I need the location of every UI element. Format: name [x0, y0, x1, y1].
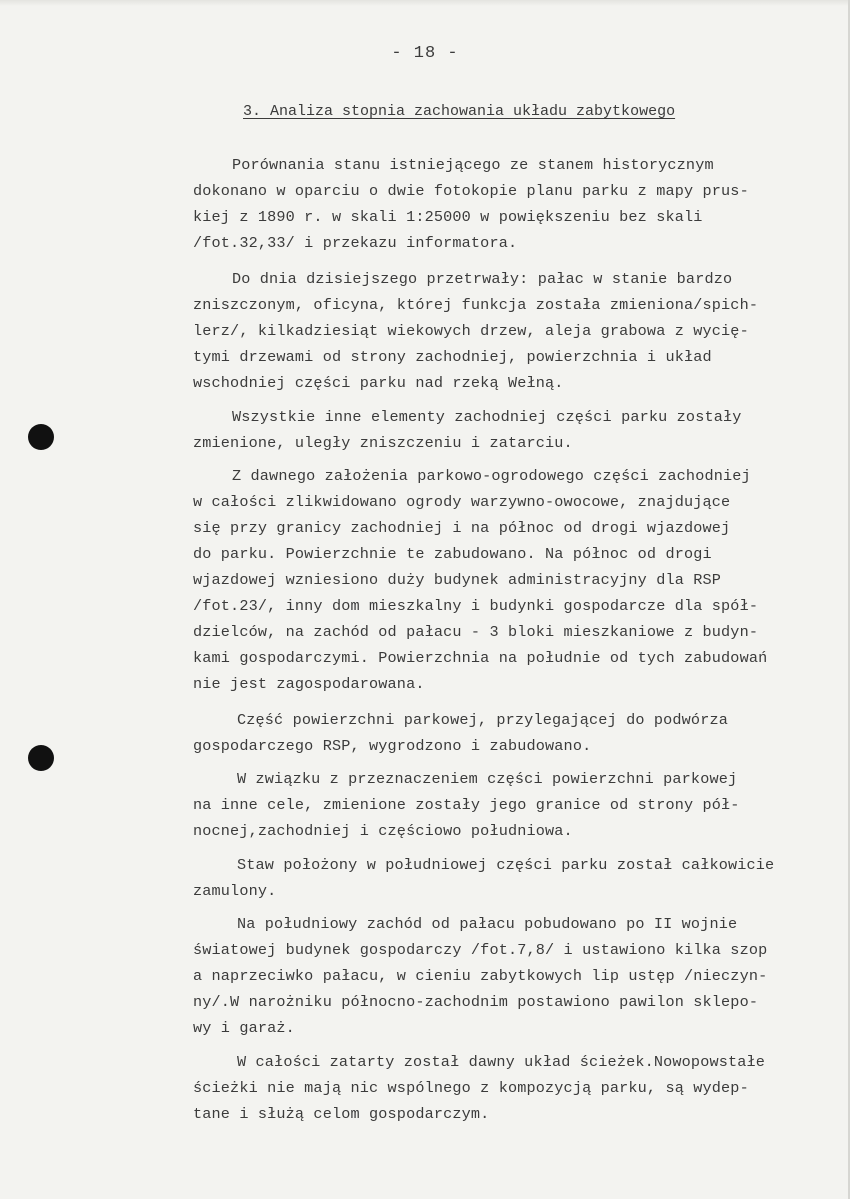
text-line: wschodniej części parku nad rzeką Wełną. — [193, 374, 564, 392]
text-line: dokonano w oparciu o dwie fotokopie planu parku z mapy prus- — [193, 182, 749, 200]
text-line: Staw położony w południowej części parku został całkowicie — [237, 856, 775, 874]
text-line: Wszystkie inne elementy zachodniej części parku zostały — [232, 408, 742, 426]
punch-hole-bottom — [28, 745, 54, 771]
text-line: W całości zatarty został dawny układ ścieżek.Nowopowstałe — [237, 1053, 766, 1071]
text-line: zmienione, uległy zniszczeniu i zatarciu. — [193, 434, 573, 452]
text-line: ny/.W narożniku północno-zachodnim postawiono pawilon sklepo- — [193, 993, 759, 1011]
page-number: - 18 - — [391, 44, 459, 63]
text-line: kiej z 1890 r. w skali 1:25000 w powiększeniu bez skali — [193, 208, 703, 226]
text-line: /fot.32,33/ i przekazu informatora. — [193, 234, 518, 252]
text-line: się przy granicy zachodniej i na północ od drogi wjazdowej — [193, 519, 731, 537]
text-line: nocnej,zachodniej i częściowo południowa. — [193, 822, 573, 840]
text-line: W związku z przeznaczeniem części powierzchni parkowej — [237, 770, 738, 788]
text-line: tymi drzewami od strony zachodniej, powierzchnia i układ — [193, 348, 712, 366]
text-line: a naprzeciwko pałacu, w cieniu zabytkowych lip ustęp /nieczyn- — [193, 967, 768, 985]
page-top-edge — [0, 0, 848, 6]
text-line: zamulony. — [193, 882, 277, 900]
text-line: Porównania stanu istniejącego ze stanem historycznym — [232, 156, 714, 174]
text-line: Do dnia dzisiejszego przetrwały: pałac w stanie bardzo — [232, 270, 733, 288]
text-line: zniszczonym, oficyna, której funkcja została zmieniona/spich- — [193, 296, 759, 314]
text-line: Na południowy zachód od pałacu pobudowano po II wojnie — [237, 915, 738, 933]
text-line: tane i służą celom gospodarczym. — [193, 1105, 490, 1123]
text-line: kami gospodarczymi. Powierzchnia na południe od tych zabudowań — [193, 649, 768, 667]
text-line: ścieżki nie mają nic wspólnego z kompozycją parku, są wydep- — [193, 1079, 749, 1097]
text-line: na inne cele, zmienione zostały jego granice od strony pół- — [193, 796, 740, 814]
text-line: nie jest zagospodarowana. — [193, 675, 425, 693]
text-line: wjazdowej wzniesiono duży budynek administracyjny dla RSP — [193, 571, 722, 589]
text-line: /fot.23/, inny dom mieszkalny i budynki gospodarcze dla spół- — [193, 597, 759, 615]
punch-hole-top — [28, 424, 54, 450]
text-line: lerz/, kilkadziesiąt wiekowych drzew, aleja grabowa z wycię- — [193, 322, 749, 340]
text-line: do parku. Powierzchnie te zabudowano. Na północ od drogi — [193, 545, 712, 563]
text-line: dzielców, na zachód od pałacu - 3 bloki mieszkaniowe z budyn- — [193, 623, 759, 641]
text-line: gospodarczego RSP, wygrodzono i zabudowano. — [193, 737, 592, 755]
text-line: wy i garaż. — [193, 1019, 295, 1037]
text-line: Z dawnego założenia parkowo-ogrodowego części zachodniej — [232, 467, 751, 485]
text-line: światowej budynek gospodarczy /fot.7,8/ i ustawiono kilka szop — [193, 941, 768, 959]
text-line: w całości zlikwidowano ogrody warzywno-owocowe, znajdujące — [193, 493, 731, 511]
section-title: 3. Analiza stopnia zachowania układu zabytkowego — [243, 103, 676, 120]
text-line: Część powierzchni parkowej, przylegającej do podwórza — [237, 711, 728, 729]
